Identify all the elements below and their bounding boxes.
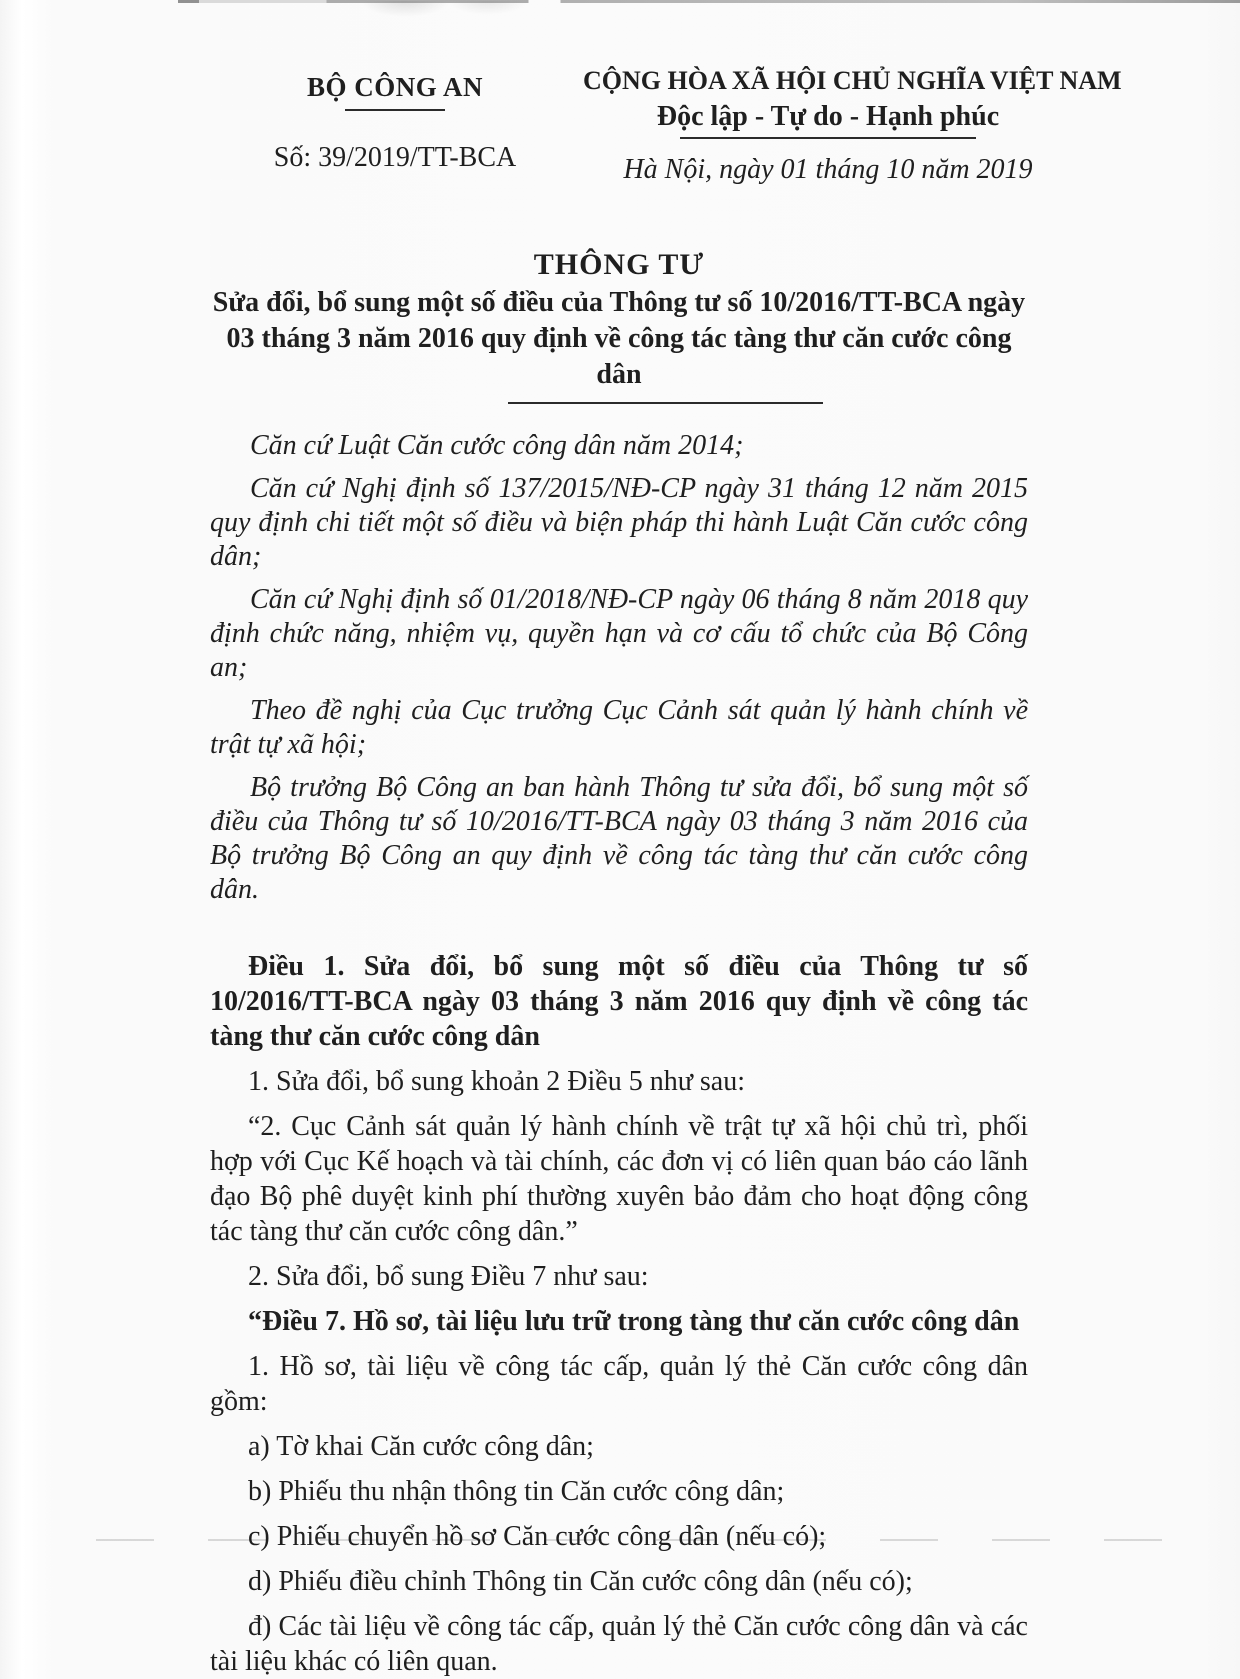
document-header — [210, 66, 1122, 202]
list-item-a: a) Tờ khai Căn cước công dân; — [248, 1431, 594, 1462]
preamble-paragraph: Căn cứ Nghị định số 137/2015/NĐ-CP ngày 31 tháng 12 năm 2015 quy định chi tiết một số điều và biện pháp thi hành Luật Căn cước công dân; — [210, 473, 1028, 572]
list-item-c: c) Phiếu chuyển hồ sơ Căn cước công dân (nếu có); — [248, 1521, 827, 1552]
document-type: THÔNG TƯ — [533, 248, 705, 281]
preamble-paragraph: Căn cứ Nghị định số 01/2018/NĐ-CP ngày 06 tháng 8 năm 2018 quy định chức năng, nhiệm vụ, quyền hạn và cơ cấu tổ chức của Bộ Công an; — [210, 584, 1028, 683]
body-paragraph: 1. Sửa đổi, bổ sung khoản 2 Điều 5 như sau: — [248, 1066, 745, 1097]
issuing-agency-block — [235, 72, 555, 174]
national-motto: Độc lập - Tự do - Hạnh phúc — [656, 101, 1000, 132]
preamble-paragraph: Theo đề nghị của Cục trưởng Cục Cảnh sát quản lý hành chính về trật tự xã hội; — [210, 695, 1028, 760]
body-paragraph: “2. Cục Cảnh sát quản lý hành chính về trật tự xã hội chủ trì, phối hợp với Cục Kế hoạch và tài chính, các đơn vị có liên quan báo cáo lãnh đạo Bộ phê duyệt kinh phí thường xuyên bảo đảm cho hoạt động công tác tàng thư căn cước công dân.” — [210, 1111, 1028, 1247]
national-title: CỘNG HÒA XÃ HỘI CHỦ NGHĨA VIỆT NAM — [583, 66, 1122, 95]
place-and-date: Hà Nội, ngày 01 tháng 10 năm 2019 — [623, 154, 1033, 185]
preamble-section — [210, 429, 1028, 907]
document-subject — [210, 285, 1028, 393]
motto-underline-rule — [680, 137, 976, 139]
national-motto-block — [583, 66, 1122, 186]
body-paragraph: 2. Sửa đổi, bổ sung Điều 7 như sau: — [248, 1261, 649, 1292]
list-item-d: d) Phiếu điều chỉnh Thông tin Căn cước công dân (nếu có); — [248, 1566, 913, 1597]
document-number: Số: 39/2019/TT-BCA — [273, 142, 517, 173]
preamble-paragraph: Bộ trưởng Bộ Công an ban hành Thông tư sửa đổi, bổ sung một số điều của Thông tư số 10/2016/TT-BCA ngày 03 tháng 3 năm 2016 của Bộ trưởng Bộ Công an quy định về công tác tàng thư căn cước công dân. — [210, 772, 1028, 905]
article-7-heading: “Điều 7. Hồ sơ, tài liệu lưu trữ trong tàng thư căn cước công dân — [248, 1306, 1020, 1337]
issuing-agency-name: BỘ CÔNG AN — [306, 72, 484, 102]
preamble-paragraph: Căn cứ Luật Căn cước công dân năm 2014; — [250, 430, 744, 461]
document-subject-line-2: 03 tháng 3 năm 2016 quy định về công tác tàng thư căn cước công dân — [226, 323, 1012, 390]
body-paragraph: 1. Hồ sơ, tài liệu về công tác cấp, quản lý thẻ Căn cước công dân gồm: — [210, 1351, 1028, 1417]
title-underline-rule — [508, 402, 823, 404]
body-section — [210, 949, 1028, 1679]
agency-underline-rule — [345, 109, 445, 111]
list-item-b: b) Phiếu thu nhận thông tin Căn cước công dân; — [248, 1476, 785, 1507]
article-1-heading: Điều 1. Sửa đổi, bổ sung một số điều của Thông tư số 10/2016/TT-BCA ngày 03 tháng 3 năm 2016 quy định về công tác tàng thư căn cước công dân — [210, 951, 1028, 1052]
document-title-block — [210, 248, 1028, 404]
list-item-dd: đ) Các tài liệu về công tác cấp, quản lý thẻ Căn cước công dân và các tài liệu khác có liên quan. — [210, 1611, 1028, 1677]
document-subject-line-1: Sửa đổi, bổ sung một số điều của Thông tư số 10/2016/TT-BCA ngày — [212, 287, 1026, 318]
